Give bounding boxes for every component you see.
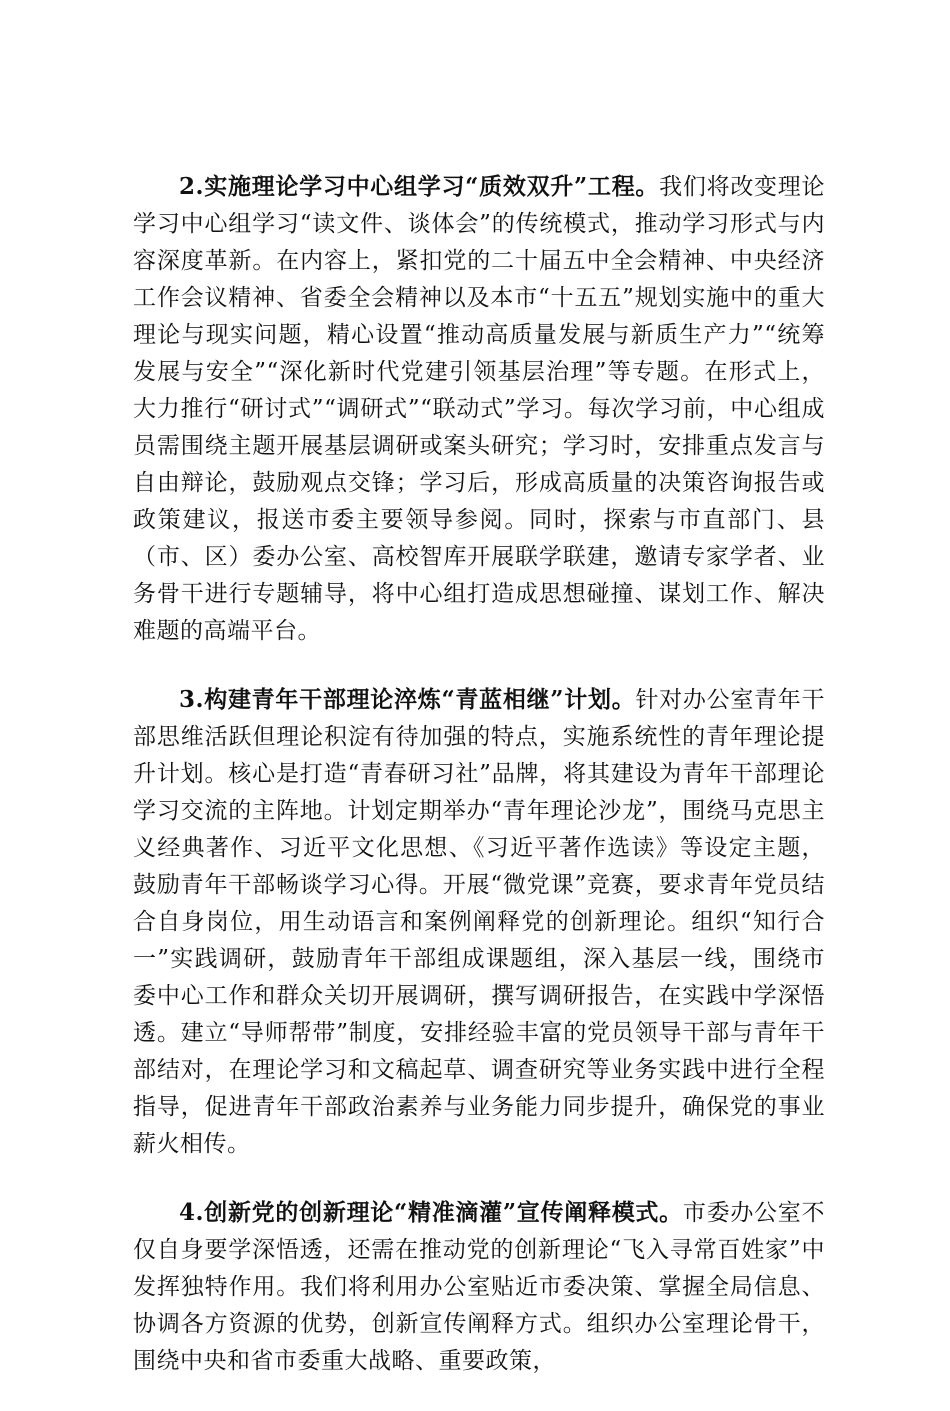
section-2-heading: 2.实施理论学习中心组学习“质效双升”工程。 [179,173,660,200]
section-3-heading: 3.构建青年干部理论淬炼“青蓝相继”计划。 [179,686,636,713]
section-4-paragraph [133,1194,825,1380]
section-3-paragraph [133,681,825,1163]
section-2-body: 我们将改变理论学习中心组学习“读文件、谈体会”的传统模式，推动学习形式与内容深度革新。在内容上，紧扣党的二十届五中全会精神、中央经济工作会议精神、省委全会精神以及本市“十五五”规划实施中的重大理论与现实问题，精心设置“推动高质量发展与新质生产力”“统筹发展与安全”“深化新时代党建引领基层治理”等专题。在形式上，大力推行“研讨式”“调研式”“联动式”学习。每次学习前，中心组成员需围绕主题开展基层调研或案头研究；学习时，安排重点发言与自由辩论，鼓励观点交锋；学习后，形成高质量的决策咨询报告或政策建议，报送市委主要领导参阅。同时，探索与市直部门、县（市、区）委办公室、高校智库开展联学联建，邀请专家学者、业务骨干进行专题辅导，将中心组打造成思想碰撞、谋划工作、解决难题的高端平台。 [133,174,825,644]
document-page [133,160,825,1411]
section-4-heading: 4.创新党的创新理论“精准滴灌”宣传阐释模式。 [179,1199,683,1226]
section-3-body: 针对办公室青年干部思维活跃但理论积淀有待加强的特点，实施系统性的青年理论提升计划。核心是打造“青春研习社”品牌，将其建设为青年干部理论学习交流的主阵地。计划定期举办“青年理论沙龙”，围绕马克思主义经典著作、习近平文化思想、《习近平著作选读》等设定主题，鼓励青年干部畅谈学习心得。开展“微党课”竞赛，要求青年党员结合自身岗位，用生动语言和案例阐释党的创新理论。组织“知行合一”实践调研，鼓励青年干部组成课题组，深入基层一线，围绕市委中心工作和群众关切开展调研，撰写调研报告，在实践中学深悟透。建立“导师帮带”制度，安排经验丰富的党员领导干部与青年干部结对，在理论学习和文稿起草、调查研究等业务实践中进行全程指导，促进青年干部政治素养与业务能力同步提升，确保党的事业薪火相传。 [133,687,825,1157]
section-4-body: 市委办公室不仅自身要学深悟透，还需在推动党的创新理论“飞入寻常百姓家”中发挥独特作用。我们将利用办公室贴近市委决策、掌握全局信息、协调各方资源的优势，创新宣传阐释方式。组织办公室理论骨干，围绕中央和省市委重大战略、重要政策， [133,1200,825,1374]
section-2-paragraph [133,168,825,650]
